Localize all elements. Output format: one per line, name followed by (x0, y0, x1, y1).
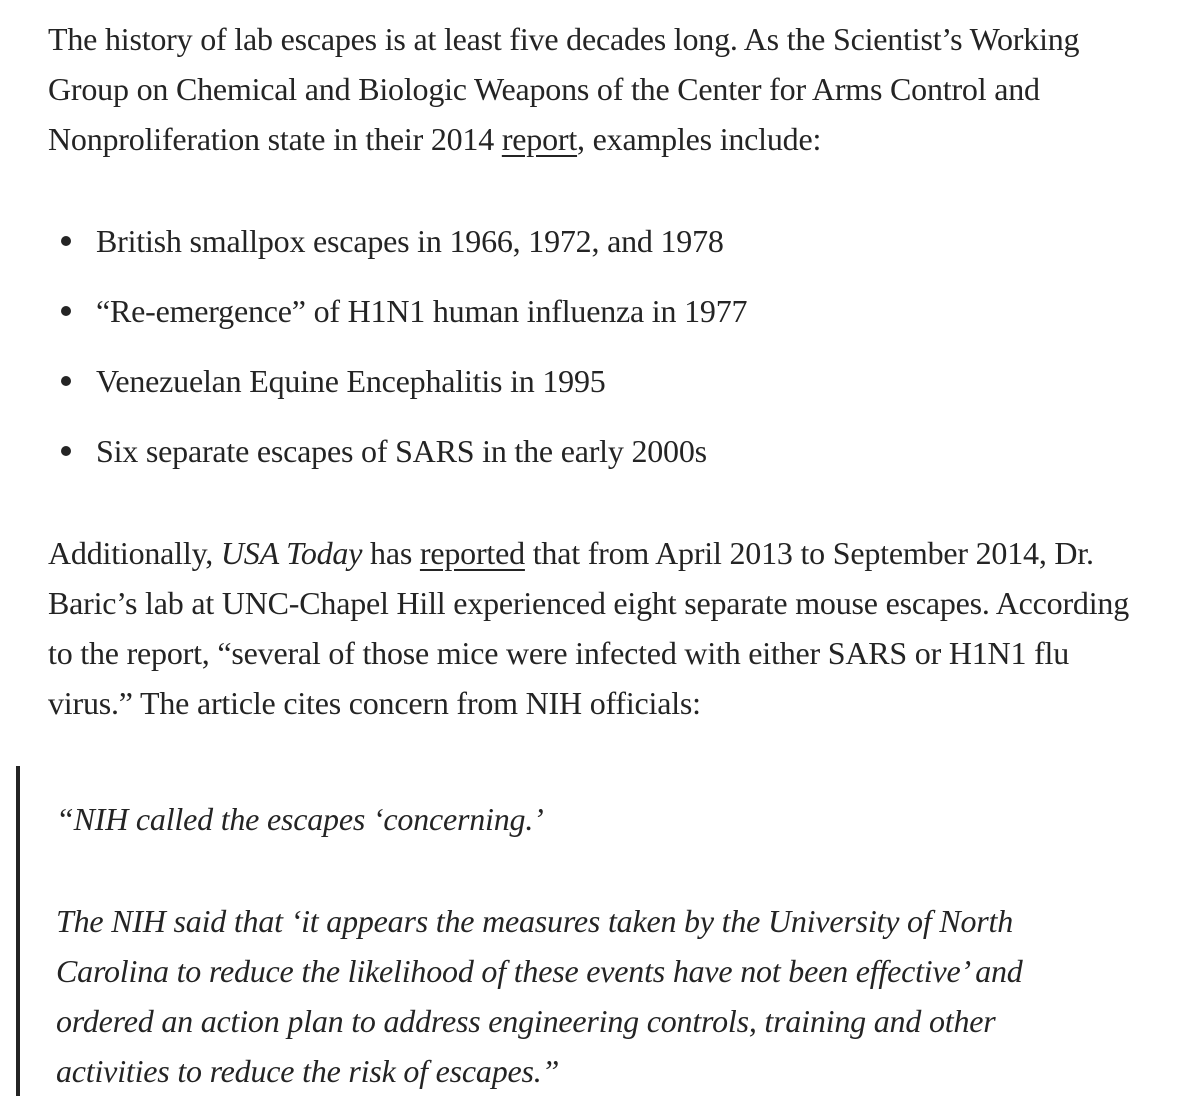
paragraph-has: has (362, 535, 420, 571)
list-item-text: Venezuelan Equine Encephalitis in 1995 (96, 363, 606, 399)
quote-line-1: “NIH called the escapes ‘concerning.’ (56, 801, 544, 837)
intro-paragraph (48, 14, 1148, 164)
publication-name: USA Today (220, 535, 363, 571)
list-item (48, 216, 747, 286)
report-link[interactable]: report (501, 121, 578, 157)
list-item-text: “Re-emergence” of H1N1 human influenza in 1977 (96, 293, 748, 329)
quote-line-2: The NIH said that ‘it appears the measures taken by the University of North Carolina to reduce the likelihood of these events have not been effective’ and ordered an action plan to address engineering controls, training and other activities to reduce the risk of escapes.” (56, 903, 1023, 1089)
usa-today-paragraph (48, 528, 1148, 728)
list-item-text: British smallpox escapes in 1966, 1972, and 1978 (96, 223, 724, 259)
list-item (48, 356, 747, 426)
nih-blockquote (16, 766, 1116, 1096)
bullet-icon (61, 306, 71, 316)
list-item-text: Six separate escapes of SARS in the early 2000s (96, 433, 707, 469)
paragraph-rest: that from April 2013 to September 2014, Dr. Baric’s lab at UNC-Chapel Hill experienced eight separate mouse escapes. According to the report, “several of those mice were infected with either SARS or H1N1 flu virus.” The article cites concern from NIH officials: (48, 535, 1129, 721)
bullet-icon (61, 376, 71, 386)
intro-text-end: , examples include: (577, 121, 822, 157)
bullet-icon (61, 236, 71, 246)
reported-link[interactable]: reported (419, 535, 525, 571)
intro-text: The history of lab escapes is at least five decades long. As the Scientist’s Working Group on Chemical and Biologic Weapons of the Center for Arms Control and Nonproliferation state in their 2014 (48, 21, 1080, 157)
list-item (48, 426, 747, 496)
paragraph-lead: Additionally, (48, 535, 221, 571)
list-item (48, 286, 747, 356)
examples-list (48, 216, 747, 496)
bullet-icon (61, 446, 71, 456)
